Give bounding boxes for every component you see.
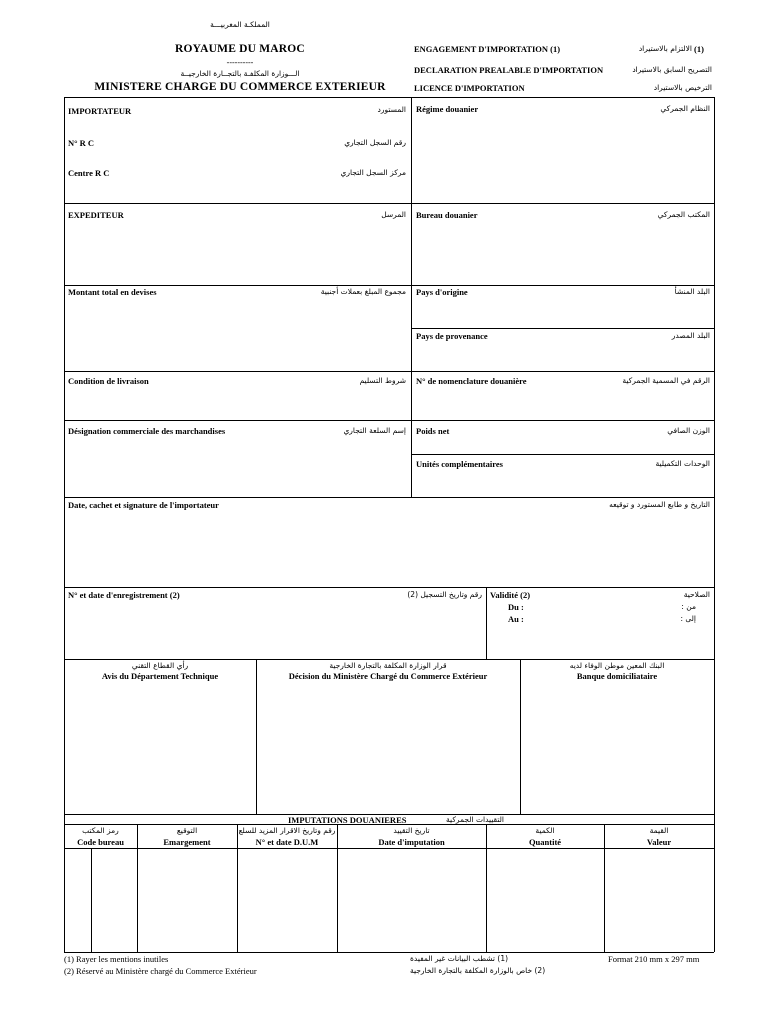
header-separator: ---------- xyxy=(226,58,254,67)
expediteur-label: EXPEDITEUR xyxy=(68,210,124,220)
footnote-1-ar: (1) تشطب البيانات غير المفيدة xyxy=(410,954,509,963)
option-licence-ar: الترخيص بالاستيراد xyxy=(653,83,712,92)
decision-technique-label: Avis du Département Technique xyxy=(101,671,219,681)
registration-label: N° et date d'enregistrement (2) xyxy=(68,590,180,600)
kingdom-ar: المملكـة المغربيـــة xyxy=(210,20,270,29)
provenance-label: Pays de provenance xyxy=(416,331,488,341)
du-label: Du : xyxy=(508,602,524,612)
au-label-ar: إلى : xyxy=(680,614,696,623)
format-note: Format 210 mm x 297 mm xyxy=(608,954,700,964)
importateur-label: IMPORTATEUR xyxy=(68,106,132,116)
option-engagement-mark: (1) xyxy=(694,44,704,54)
au-label: Au : xyxy=(508,614,524,624)
col-quantite: Quantité xyxy=(528,837,562,847)
decision-technique-ar: رأي القطاع التقني xyxy=(131,661,189,670)
option-engagement[interactable]: ENGAGEMENT D'IMPORTATION (1) xyxy=(414,44,561,54)
poids-label: Poids net xyxy=(416,426,450,436)
option-licence[interactable]: LICENCE D'IMPORTATION xyxy=(414,83,525,93)
option-declaration-ar: التصريح السابق بالاستيراد xyxy=(632,65,712,74)
designation-label-ar: إسم السلعة التجاري xyxy=(343,426,406,435)
condition-label-ar: شروط التسليم xyxy=(359,376,406,385)
decision-banque-ar: البنك المعين موطن الوفاء لديه xyxy=(569,661,665,670)
col-quantite-ar: الكمية xyxy=(535,826,555,835)
expediteur-label-ar: المرسل xyxy=(381,210,406,219)
col-code-bureau-ar: رمز المكتب xyxy=(82,826,119,835)
regime-label-ar: النظام الجمركي xyxy=(660,104,710,113)
col-dum: N° et date D.U.M xyxy=(255,837,319,847)
validite-label: Validité (2) xyxy=(490,590,531,600)
form-border-right xyxy=(714,97,715,952)
form-middle-divider xyxy=(411,97,412,497)
provenance-label-ar: البلد المصدر xyxy=(671,331,710,340)
col-date-imputation-ar: تاريخ التقييد xyxy=(393,826,430,835)
rc-label: N° R C xyxy=(68,138,95,148)
bureau-label-ar: المكتب الجمركي xyxy=(657,210,710,219)
origine-label-ar: البلد المنشأ xyxy=(674,287,710,296)
ministry-ar: الـــوزارة المكلفـة بالتجــارة الخارجيــة xyxy=(180,69,300,78)
col-emargement-ar: التوقيع xyxy=(176,826,198,835)
importateur-label-ar: المستورد xyxy=(377,105,406,114)
col-code-bureau: Code bureau xyxy=(77,837,124,847)
nomenclature-label: N° de nomenclature douanière xyxy=(416,376,527,386)
decision-banque-label: Banque domiciliataire xyxy=(576,671,658,681)
montant-label-ar: مجموع المبلغ بعملات أجنبية xyxy=(320,287,406,296)
option-engagement-ar: الالتزام بالاستيراد xyxy=(638,44,692,53)
col-emargement: Emargement xyxy=(163,837,211,847)
designation-label: Désignation commerciale des marchandises xyxy=(68,426,226,436)
option-declaration[interactable]: DECLARATION PREALABLE D'IMPORTATION xyxy=(414,65,604,75)
origine-label: Pays d'origine xyxy=(416,287,468,297)
rc-label-ar: رقم السجل التجاري xyxy=(344,138,406,147)
validite-label-ar: الصلاحية xyxy=(683,590,710,599)
nomenclature-label-ar: الرقم في المسمية الجمركية xyxy=(622,376,710,385)
form-border-top xyxy=(64,97,714,98)
footnote-2: (2) Réservé au Ministère chargé du Commerce Extérieur xyxy=(64,966,257,976)
kingdom-title: ROYAUME DU MAROC xyxy=(175,43,305,55)
imputations-title: IMPUTATIONS DOUANIERES xyxy=(288,815,407,825)
centre-rc-label: Centre R C xyxy=(68,168,110,178)
col-date-imputation: Date d'imputation xyxy=(378,837,445,847)
ministry-title: MINISTERE CHARGE DU COMMERCE EXTERIEUR xyxy=(94,81,386,93)
col-valeur: Valeur xyxy=(646,837,672,847)
bureau-label: Bureau douanier xyxy=(416,210,478,220)
du-label-ar: من : xyxy=(681,602,696,611)
regime-label: Régime douanier xyxy=(416,104,479,114)
condition-label: Condition de livraison xyxy=(68,376,149,386)
decision-ministere-ar: قرار الوزارة المكلفة بالتجارة الخارجية xyxy=(329,661,447,670)
unites-label: Unités complémentaires xyxy=(416,459,503,469)
unites-label-ar: الوحدات التكميلية xyxy=(655,459,710,468)
form-border-left xyxy=(64,97,65,816)
signature-label: Date, cachet et signature de l'importateur xyxy=(68,500,219,510)
footnote-1: (1) Rayer les mentions inutiles xyxy=(64,954,169,964)
footnote-2-ar: (2) خاص بالوزارة المكلفة بالتجارة الخارجية xyxy=(410,966,546,975)
imputations-title-ar: التقييدات الجمركية xyxy=(446,815,504,824)
decision-ministere-label: Décision du Ministère Chargé du Commerce Extérieur xyxy=(288,671,488,681)
col-valeur-ar: القيمة xyxy=(649,826,669,835)
col-dum-ar: رقم وتاريخ الاقرار المزيد للسلع xyxy=(238,826,336,835)
centre-rc-label-ar: مركز السجل التجاري xyxy=(340,168,406,177)
registration-label-ar: رقم وتاريخ التسجيل (2) xyxy=(407,590,482,599)
montant-label: Montant total en devises xyxy=(68,287,157,297)
signature-label-ar: التاريخ و طابع المستورد و توقيعه xyxy=(609,500,710,509)
poids-label-ar: الوزن الصافي xyxy=(667,426,710,435)
